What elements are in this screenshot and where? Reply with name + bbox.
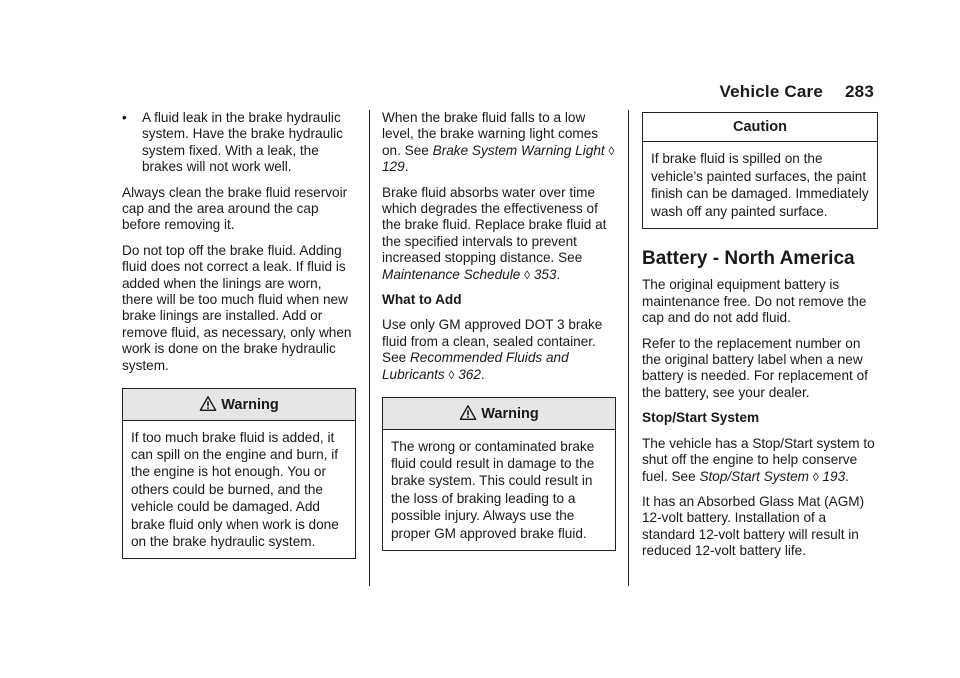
bullet-mark: •: [122, 110, 127, 125]
page-header: [720, 82, 875, 102]
cross-reference-link[interactable]: Recommended Fluids and Lubricants: [382, 350, 569, 382]
list-item: [122, 110, 356, 176]
column-2: [382, 110, 616, 561]
column-divider: [628, 110, 629, 586]
warning-header: [383, 398, 615, 429]
page-reference[interactable]: 362: [458, 366, 481, 382]
page-number: 283: [845, 82, 874, 101]
warning-box: [122, 388, 356, 559]
section-name: Vehicle Care: [719, 82, 824, 101]
paragraph: It has an Absorbed Glass Mat (AGM) 12-volt battery. Installation of a standard 12-volt battery will result in reduced 12-volt battery life.: [642, 493, 865, 559]
cross-reference-link[interactable]: Maintenance Schedule: [382, 266, 521, 282]
column-divider: [369, 110, 370, 586]
column-1: [122, 110, 356, 569]
bullet-text: A fluid leak in the brake hydraulic system. Have the brake hydraulic system fixed. With a leak, the brakes will not work well.: [142, 110, 343, 175]
paragraph: Do not top off the brake fluid. Adding fluid does not correct a leak. If fluid is added when the linings are worn, there will be too much fluid when new brake linings are installed. Add or remove fluid, as necessary, only when work is done on the brake hydraulic system.: [122, 242, 352, 373]
caution-box: [642, 112, 878, 229]
page-ref-icon: ◊: [812, 469, 819, 484]
paragraph: The vehicle has a Stop/Start system to shut off the engine to help conserve fuel. See Stop/Start System ◊ 193.: [642, 435, 875, 484]
paragraph: When the brake fluid falls to a low level, the brake warning light comes on. See Brake System Warning Light ◊ 129.: [382, 110, 615, 175]
warning-triangle-icon: [459, 404, 477, 422]
cross-reference-link[interactable]: Stop/Start System: [699, 468, 809, 484]
paragraph: Refer to the replacement number on the original battery label when a new battery is needed. For replacement of the battery, see your dealer.: [642, 335, 868, 400]
page-ref-icon: ◊: [608, 143, 615, 158]
section-title: Battery - North America: [642, 248, 855, 270]
warning-triangle-icon: [199, 395, 217, 413]
paragraph: Use only GM approved DOT 3 brake fluid from a clean, sealed container. See Recommended Fluids and Lubricants ◊ 362.: [382, 317, 603, 382]
paragraph: Always clean the brake fluid reservoir cap and the area around the cap before removing it.: [122, 184, 348, 233]
column-3: [642, 110, 878, 569]
warning-text: If too much brake fluid is added, it can spill on the engine and burn, if the engine is hot enough. You or others could be burned, and the vehicle could be damaged. Add brake fluid only when work is done on the brake hydraulic system.: [131, 429, 339, 549]
cross-reference-link[interactable]: Brake System Warning Light: [432, 142, 605, 158]
subheading: Stop/Start System: [642, 410, 760, 426]
paragraph: Brake fluid absorbs water over time which degrades the effectiveness of the brake fluid. Replace brake fluid at the specified intervals to prevent increased stopping distance. See Maintenance Schedule ◊ 353.: [382, 184, 607, 282]
warning-box: [382, 397, 616, 551]
warning-text: The wrong or contaminated brake fluid could result in damage to the brake system. This could result in the loss of braking leading to a possible injury. Always use the proper GM approved brake fluid.: [391, 438, 595, 541]
warning-title: Warning: [481, 406, 539, 423]
paragraph: The original equipment battery is maintenance free. Do not remove the cap and do not add fluid.: [642, 277, 867, 326]
page-reference[interactable]: 193: [822, 468, 846, 484]
caution-header: Caution: [643, 113, 877, 142]
page-reference[interactable]: 353: [533, 266, 557, 282]
page-ref-icon: ◊: [524, 267, 531, 282]
page-ref-icon: ◊: [448, 367, 455, 382]
subheading: What to Add: [382, 292, 462, 308]
caution-text: If brake fluid is spilled on the vehicle’s painted surfaces, the paint finish can be damaged. Immediately wash off any painted surface.: [651, 151, 869, 219]
warning-header: [123, 389, 355, 420]
page-reference[interactable]: 129: [382, 159, 405, 175]
warning-title: Warning: [221, 397, 279, 414]
